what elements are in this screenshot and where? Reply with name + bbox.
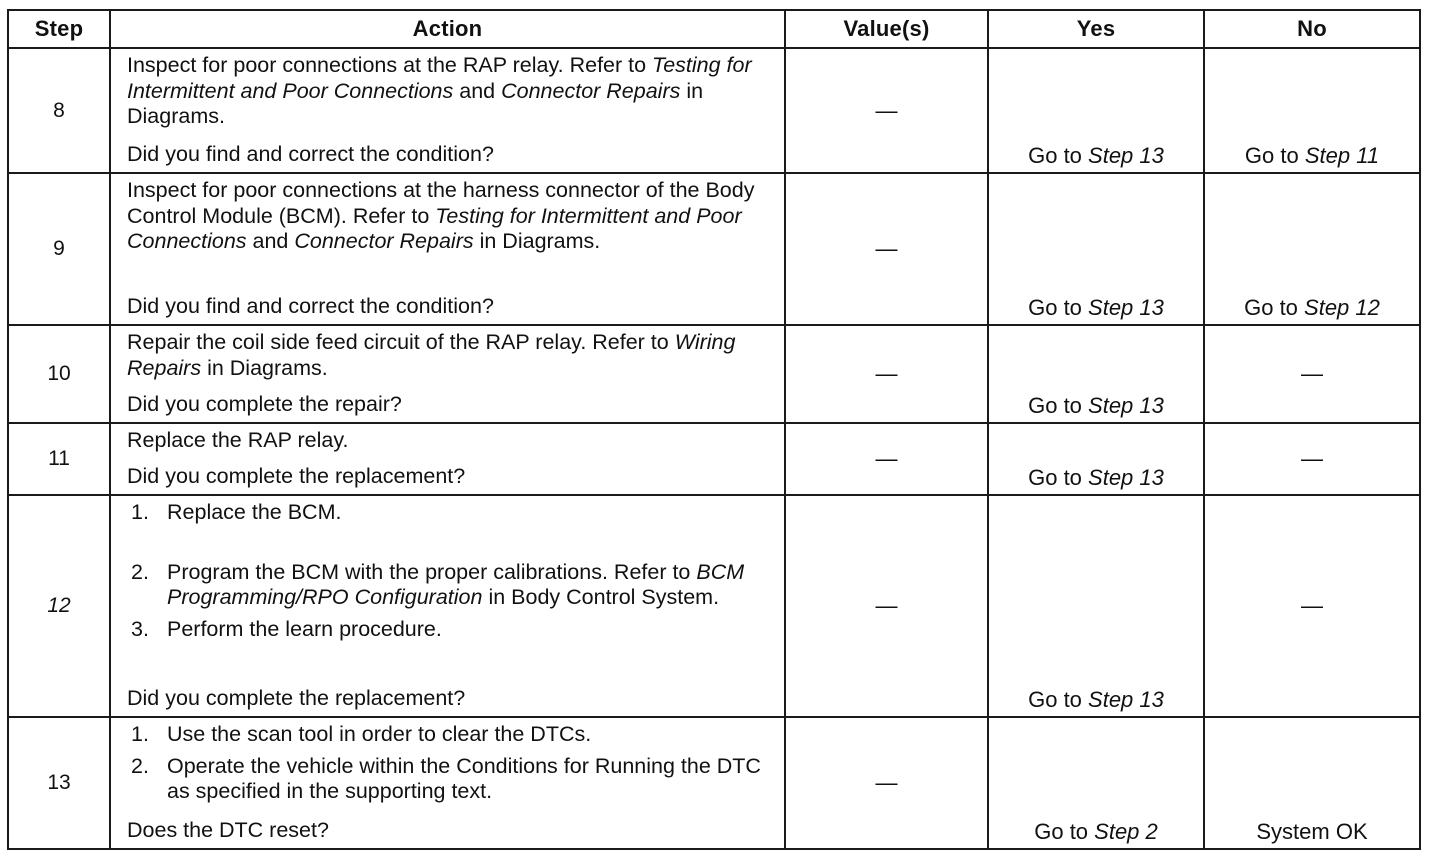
- reference-link: Connector Repairs: [294, 229, 474, 253]
- value-dash: —: [875, 361, 898, 386]
- action-text: and: [453, 78, 502, 103]
- no-dash: —: [1301, 361, 1323, 386]
- value-cell: [785, 173, 988, 325]
- goto-prefix: Go to: [1034, 819, 1095, 844]
- action-text: and: [246, 229, 295, 253]
- goto-prefix: Go to: [1028, 465, 1089, 490]
- goto-prefix: Go to: [1028, 687, 1089, 712]
- reference-link: Wiring Repairs: [127, 330, 736, 380]
- action-cell: [110, 423, 785, 495]
- yes-cell: [988, 325, 1204, 423]
- value-dash: —: [875, 446, 898, 471]
- reference-link: BCM Programming/RPO Configuration: [167, 559, 745, 609]
- goto-prefix: Go to: [1028, 295, 1089, 320]
- action-text: Operate the vehicle within the Conditions for Running the DTC as specified in the supporting text.: [167, 753, 761, 803]
- table-row: [8, 173, 1420, 325]
- action-question: Did you find and correct the condition?: [127, 142, 494, 166]
- action-text: Repair the coil side feed circuit of the RAP relay. Refer to: [127, 330, 675, 354]
- diagnostic-table: [7, 9, 1421, 850]
- yes-cell: [988, 717, 1204, 849]
- step-item-number: 2.: [131, 559, 149, 584]
- action-question: Did you complete the replacement?: [127, 464, 466, 488]
- action-text: in Diagrams.: [127, 78, 704, 128]
- goto-step-link[interactable]: Step 11: [1304, 143, 1380, 168]
- no-result: System OK: [1256, 819, 1368, 844]
- yes-cell: [988, 423, 1204, 495]
- action-text: in Diagrams.: [473, 229, 601, 253]
- no-goto[interactable]: [1205, 295, 1419, 321]
- action-instruction: [127, 330, 780, 381]
- action-text: Program the BCM with the proper calibrations. Refer to: [167, 559, 697, 584]
- step-header: Step: [8, 10, 110, 48]
- value-cell: [785, 423, 988, 495]
- action-text: Replace the RAP relay.: [127, 428, 349, 452]
- goto-step-link[interactable]: Step 13: [1088, 687, 1164, 712]
- goto-prefix: Go to: [1028, 393, 1089, 418]
- no-cell: [1204, 717, 1420, 849]
- action-instruction: [127, 53, 780, 130]
- action-instruction: [127, 178, 780, 255]
- reference-link: Connector Repairs: [501, 78, 681, 103]
- action-step-item: [127, 500, 780, 526]
- step-number: 10: [8, 325, 110, 423]
- no-cell: [1204, 495, 1420, 717]
- goto-prefix: Go to: [1244, 295, 1305, 320]
- yes-goto[interactable]: [989, 393, 1203, 419]
- no-header: No: [1204, 10, 1420, 48]
- no-dash: —: [1301, 446, 1323, 471]
- header-row: [8, 10, 1420, 48]
- action-cell: [110, 717, 785, 849]
- goto-prefix: Go to: [1244, 143, 1305, 168]
- table-row: [8, 717, 1420, 849]
- yes-cell: [988, 173, 1204, 325]
- value-cell: [785, 48, 988, 173]
- yes-goto[interactable]: [989, 819, 1203, 845]
- action-text: Perform the learn procedure.: [167, 616, 442, 641]
- step-number: 13: [8, 717, 110, 849]
- action-header: Action: [110, 10, 785, 48]
- goto-step-link[interactable]: Step 2: [1094, 819, 1158, 844]
- yes-goto[interactable]: [989, 295, 1203, 321]
- value-cell: [785, 495, 988, 717]
- no-cell: [1204, 48, 1420, 173]
- action-step-item: [127, 560, 780, 611]
- table-row: [8, 325, 1420, 423]
- step-item-number: 1.: [131, 722, 149, 746]
- step-item-number: 2.: [131, 753, 149, 778]
- action-cell: [110, 495, 785, 717]
- action-text: in Diagrams.: [201, 355, 328, 380]
- goto-step-link[interactable]: Step 13: [1088, 143, 1164, 168]
- value-dash: —: [875, 593, 898, 618]
- yes-header: Yes: [988, 10, 1204, 48]
- no-cell: [1204, 423, 1420, 495]
- action-cell: [110, 173, 785, 325]
- table-row: [8, 495, 1420, 717]
- action-question: Did you complete the replacement?: [127, 686, 466, 710]
- table-row: [8, 48, 1420, 173]
- no-cell: [1204, 325, 1420, 423]
- step-item-number: 3.: [131, 616, 149, 641]
- table-row: [8, 423, 1420, 495]
- step-number: 12: [8, 495, 110, 717]
- action-text: in Body Control System.: [482, 585, 720, 609]
- yes-cell: [988, 495, 1204, 717]
- yes-goto[interactable]: [989, 465, 1203, 491]
- goto-step-link[interactable]: Step 12: [1304, 295, 1380, 320]
- action-text: Use the scan tool in order to clear the DTCs.: [167, 722, 592, 746]
- step-item-number: 1.: [131, 500, 149, 524]
- goto-step-link[interactable]: Step 13: [1088, 393, 1164, 418]
- diagnostic-table-container: [7, 9, 1421, 850]
- step-number: 8: [8, 48, 110, 173]
- step-number: 11: [8, 423, 110, 495]
- action-steps-list: [127, 500, 780, 642]
- step-number: 9: [8, 173, 110, 325]
- goto-prefix: Go to: [1028, 143, 1089, 168]
- action-question: Does the DTC reset?: [127, 818, 329, 842]
- yes-goto[interactable]: [989, 687, 1203, 713]
- action-question: Did you find and correct the condition?: [127, 294, 494, 318]
- action-text: Replace the BCM.: [167, 500, 342, 524]
- action-step-item: [127, 754, 780, 805]
- action-instruction: [127, 428, 780, 454]
- action-cell: [110, 48, 785, 173]
- action-steps-list: [127, 722, 780, 805]
- value-dash: —: [875, 770, 898, 795]
- values-header: Value(s): [785, 10, 988, 48]
- goto-step-link[interactable]: Step 13: [1088, 465, 1164, 490]
- goto-step-link[interactable]: Step 13: [1088, 295, 1164, 320]
- no-cell: [1204, 173, 1420, 325]
- value-dash: —: [875, 236, 898, 261]
- yes-goto[interactable]: [989, 143, 1203, 169]
- no-goto[interactable]: [1205, 143, 1419, 169]
- action-cell: [110, 325, 785, 423]
- value-cell: [785, 717, 988, 849]
- no-dash: —: [1301, 593, 1323, 618]
- reference-link: Testing for Intermittent and Poor Connections: [127, 203, 742, 253]
- action-text: Inspect for poor connections at the harness connector of the Body Control Module (BCM). Refer to: [127, 178, 755, 228]
- value-cell: [785, 325, 988, 423]
- action-step-item: [127, 617, 780, 643]
- action-question: Did you complete the repair?: [127, 392, 402, 416]
- value-dash: —: [875, 97, 898, 123]
- yes-cell: [988, 48, 1204, 173]
- reference-link: Testing for Intermittent and Poor Connections: [127, 53, 752, 103]
- action-step-item: [127, 722, 780, 748]
- action-text: Inspect for poor connections at the RAP relay. Refer to: [127, 53, 653, 77]
